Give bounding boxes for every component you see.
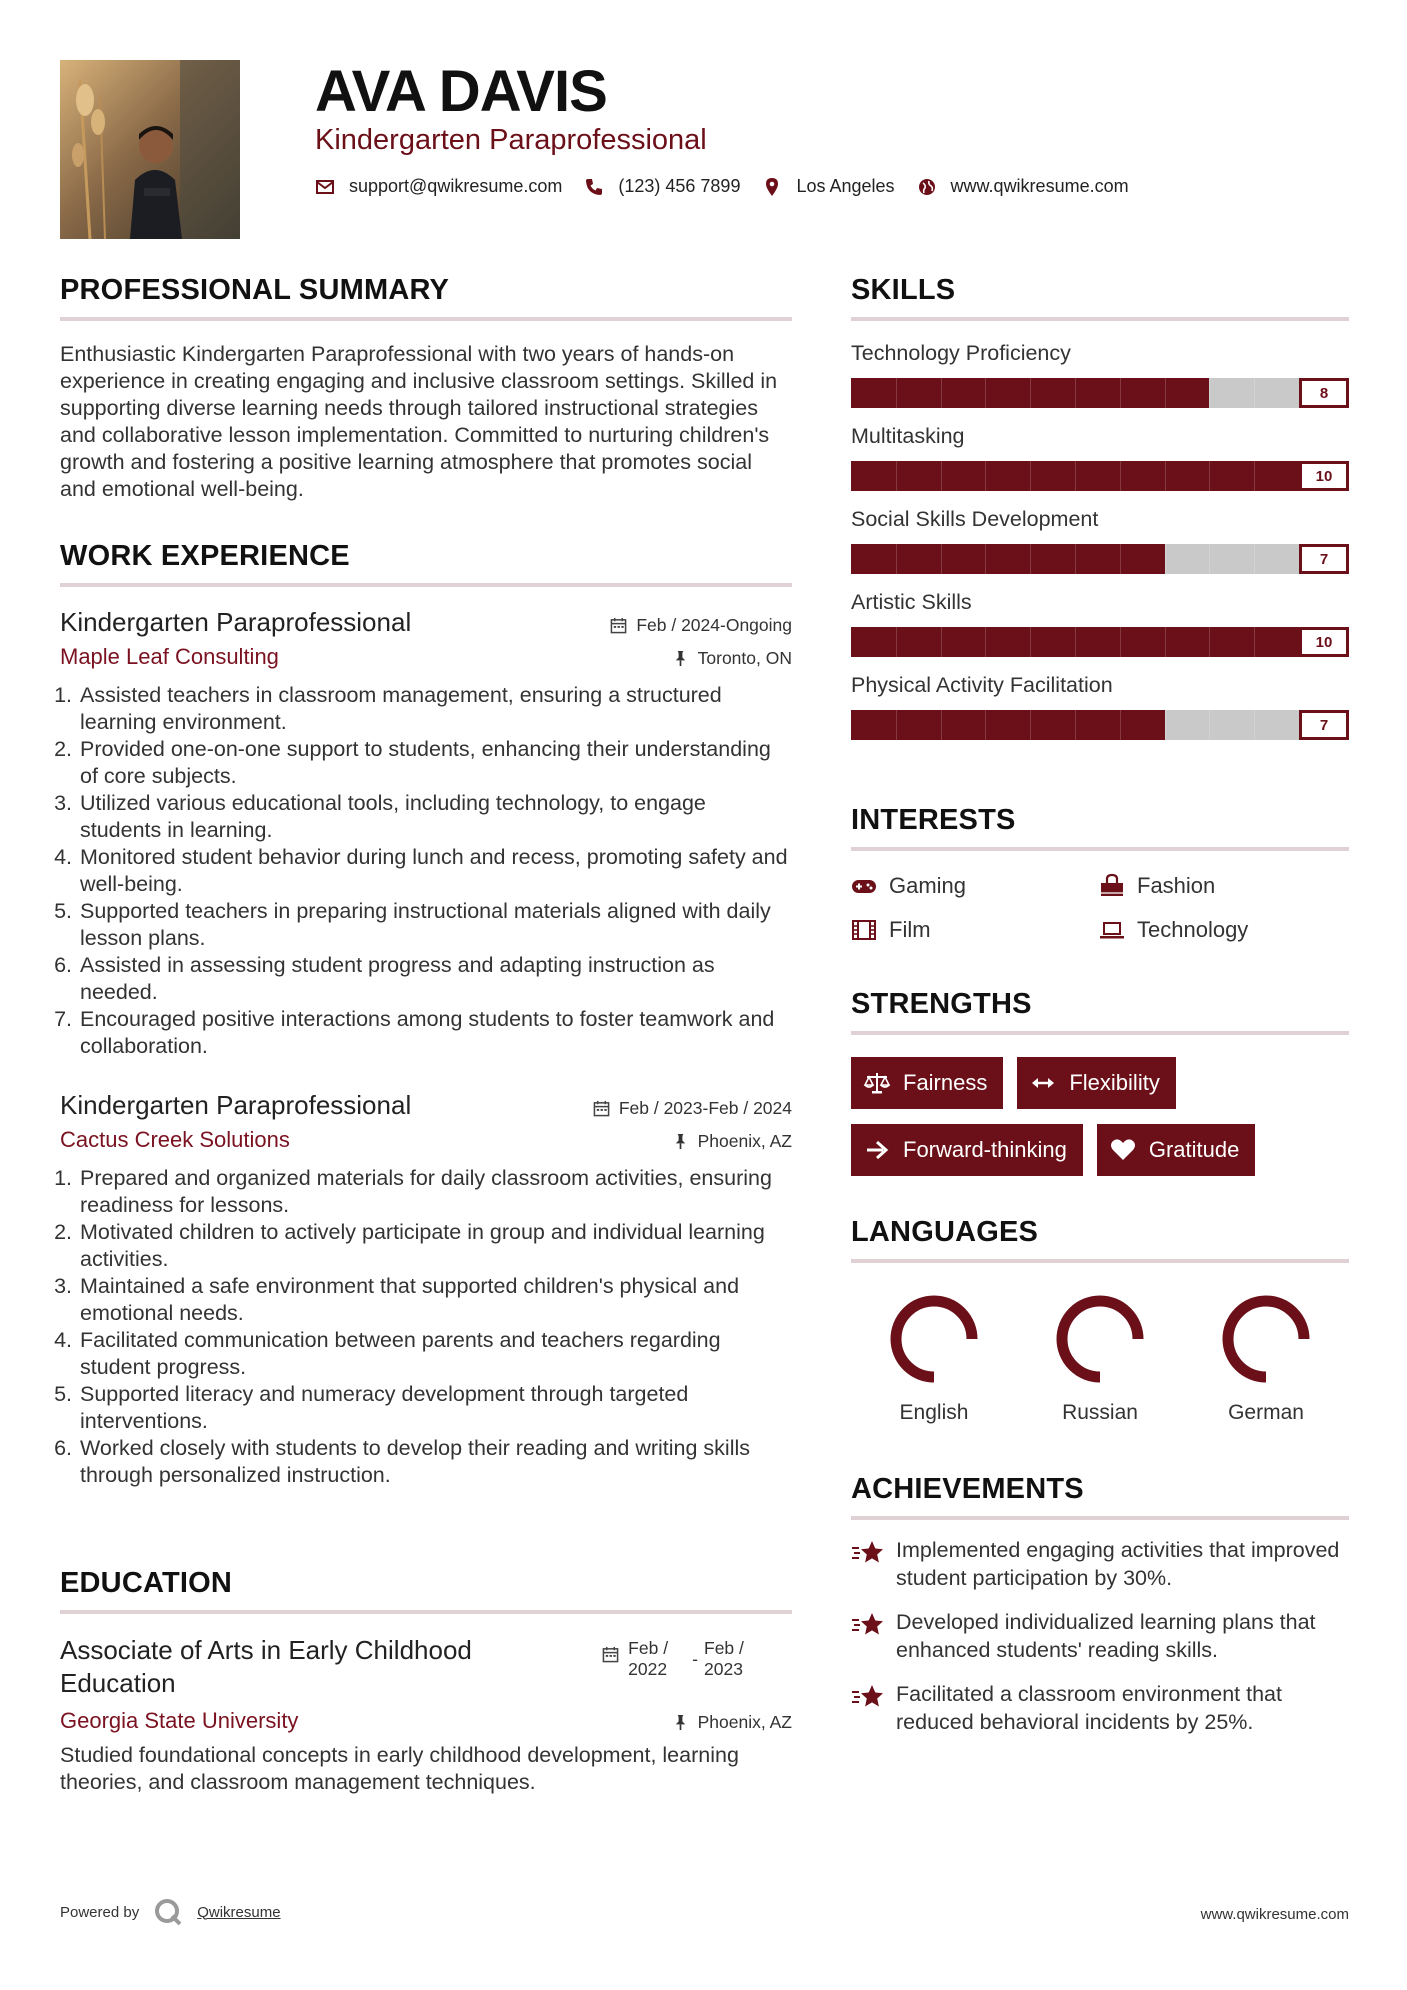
strengths-list xyxy=(851,1057,1349,1191)
skill-bar-segment xyxy=(1209,378,1210,408)
job-location xyxy=(672,648,792,669)
job-dates xyxy=(593,1098,792,1119)
skill-bar-fill xyxy=(851,710,1165,740)
language-ring-arc xyxy=(1062,1301,1138,1377)
contact-bar xyxy=(315,176,1151,197)
brand-link[interactable]: Qwikresume xyxy=(197,1903,281,1921)
education-end: Feb / 2023 xyxy=(704,1638,744,1679)
skill-level-badge: 10 xyxy=(1299,627,1349,657)
education-description: Studied foundational concepts in early childhood development, learning theories, and classroom management techniques. xyxy=(60,1743,739,1794)
shooting-star-icon xyxy=(851,1610,885,1640)
language-ring-arc xyxy=(896,1301,972,1377)
degree-title: Associate of Arts in Early Childhood Education xyxy=(60,1635,472,1698)
list-item: 2. Provided one-on-one support to students, enhancing their understanding of core subjects. xyxy=(78,736,792,790)
list-item: 3. Utilized various educational tools, including technology, to engage students in learning. xyxy=(78,790,792,844)
strength-chip xyxy=(1097,1124,1256,1176)
skill-bar-segment xyxy=(941,544,942,574)
skill-bar-segment xyxy=(1165,627,1166,657)
skill-name: Multitasking xyxy=(851,424,965,448)
school-name: Georgia State University xyxy=(60,1708,299,1733)
achievement-text: Implemented engaging activities that improved student participation by 30%. xyxy=(896,1538,1340,1590)
education-title: EDUCATION xyxy=(60,1567,233,1599)
envelope-icon xyxy=(315,177,335,197)
interest-label: Fashion xyxy=(1137,873,1216,898)
shooting-star-icon xyxy=(851,1682,885,1712)
skill-bar-segment xyxy=(985,461,986,491)
phone-icon xyxy=(584,177,604,197)
skill-level-badge: 10 xyxy=(1299,461,1349,491)
education-start: Feb / 2022 xyxy=(628,1638,669,1679)
language-ring xyxy=(1052,1291,1148,1387)
heart-icon xyxy=(1109,1136,1137,1164)
skill-bar-segment xyxy=(985,544,986,574)
skill-bar-segment xyxy=(1030,710,1031,740)
skill-bar-segment xyxy=(941,627,942,657)
skill-bar-fill xyxy=(851,544,1165,574)
skill-bar-segment xyxy=(1030,378,1031,408)
profile-photo xyxy=(60,60,240,239)
interest-label: Gaming xyxy=(889,873,967,898)
skill-bar-segment xyxy=(1075,710,1076,740)
achievement-item xyxy=(851,1536,1349,1592)
strengths-title: STRENGTHS xyxy=(851,988,1032,1020)
language-ring xyxy=(886,1291,982,1387)
skill-bar xyxy=(851,544,1349,574)
globe-icon xyxy=(917,177,937,197)
work-section xyxy=(60,540,792,1489)
contact-website[interactable] xyxy=(917,176,1129,197)
skill-bar-segment xyxy=(1075,627,1076,657)
languages-title: LANGUAGES xyxy=(851,1216,1039,1248)
shopping-bag-icon xyxy=(1099,873,1125,899)
skill-bar-segment xyxy=(1165,461,1166,491)
skill-bar-segment xyxy=(941,378,942,408)
strengths-section xyxy=(851,988,1349,1191)
skill-level-badge: 7 xyxy=(1299,710,1349,740)
job-dates xyxy=(610,615,792,636)
languages-section xyxy=(851,1216,1349,1425)
section-divider xyxy=(851,1516,1349,1520)
skills-list xyxy=(851,341,1349,740)
skill-name: Artistic Skills xyxy=(851,590,972,614)
skill-bar-segment xyxy=(1120,627,1121,657)
candidate-role: Kindergarten Paraprofessional xyxy=(315,124,707,156)
duties-list xyxy=(60,682,792,1060)
section-divider xyxy=(60,1610,792,1614)
contact-phone[interactable] xyxy=(584,176,740,197)
skill-bar-segment xyxy=(1075,544,1076,574)
skill-bar-segment xyxy=(1254,544,1255,574)
skill-bar xyxy=(851,627,1349,657)
language-item xyxy=(1017,1291,1183,1425)
language-item xyxy=(1183,1291,1349,1425)
calendar-icon xyxy=(610,617,627,634)
skill-level-badge: 8 xyxy=(1299,378,1349,408)
skill-bar-segment xyxy=(1209,710,1210,740)
footer-branding xyxy=(60,1897,281,1927)
section-divider xyxy=(60,317,792,321)
scale-icon xyxy=(863,1069,891,1097)
section-divider xyxy=(851,1259,1349,1263)
skill-bar-fill xyxy=(851,627,1349,657)
interest-item xyxy=(851,917,1099,943)
list-item: 5. Supported literacy and numeracy development through targeted interventions. xyxy=(78,1381,792,1435)
pushpin-icon xyxy=(672,650,689,667)
email-text: support@qwikresume.com xyxy=(349,176,563,196)
calendar-icon xyxy=(602,1646,619,1663)
map-pin-icon xyxy=(762,177,782,197)
candidate-name: AVA DAVIS xyxy=(315,59,607,124)
skill-bar-segment xyxy=(896,710,897,740)
language-ring-arc xyxy=(1228,1301,1304,1377)
skill-bar-segment xyxy=(985,627,986,657)
list-item: 4. Monitored student behavior during lunch and recess, promoting safety and well-being. xyxy=(78,844,792,898)
list-item: 2. Motivated children to actively participate in group and individual learning activities. xyxy=(78,1219,792,1273)
language-name: English xyxy=(899,1401,969,1424)
arrows-horizontal-icon xyxy=(1029,1069,1057,1097)
shooting-star-icon xyxy=(851,1538,885,1568)
skill-bar-segment xyxy=(941,710,942,740)
job-location-text: Toronto, ON xyxy=(697,648,792,668)
achievement-item xyxy=(851,1680,1349,1736)
company-name: Maple Leaf Consulting xyxy=(60,644,279,669)
job-title: Kindergarten Paraprofessional xyxy=(60,607,412,637)
job-dates-text: Feb / 2023-Feb / 2024 xyxy=(618,1098,792,1118)
list-item: 1. Assisted teachers in classroom management, ensuring a structured learning environment. xyxy=(78,682,792,736)
strength-label: Fairness xyxy=(903,1070,988,1095)
skill-bar-segment xyxy=(1254,461,1255,491)
skill-bar xyxy=(851,461,1349,491)
film-icon xyxy=(851,917,877,943)
skill-bar-segment xyxy=(1209,461,1210,491)
contact-location xyxy=(762,176,894,197)
skill-bar-segment xyxy=(1254,710,1255,740)
skill-bar-segment xyxy=(1120,544,1121,574)
pushpin-icon xyxy=(672,1714,689,1731)
skills-section xyxy=(851,274,1349,756)
languages-list xyxy=(851,1291,1349,1425)
interest-item xyxy=(1099,917,1347,943)
gamepad-icon xyxy=(851,873,877,899)
language-name: Russian xyxy=(1062,1401,1138,1424)
skill-bar-segment xyxy=(1030,461,1031,491)
interests-list xyxy=(851,873,1349,943)
location-text: Los Angeles xyxy=(796,176,895,196)
skill-bar xyxy=(851,378,1349,408)
job-location xyxy=(672,1131,792,1152)
achievement-item xyxy=(851,1608,1349,1664)
powered-by-text: Powered by xyxy=(60,1903,140,1921)
section-divider xyxy=(851,1031,1349,1035)
skill-bar-segment xyxy=(1254,627,1255,657)
skill-name: Physical Activity Facilitation xyxy=(851,673,1113,697)
summary-section xyxy=(60,274,792,503)
phone-text: (123) 456 7899 xyxy=(618,176,741,196)
strength-label: Gratitude xyxy=(1148,1137,1240,1162)
strength-chip xyxy=(851,1124,1083,1176)
skill-bar-segment xyxy=(1120,378,1121,408)
interest-item xyxy=(851,873,1099,899)
skill-bar-segment xyxy=(1254,378,1255,408)
job-entry xyxy=(60,607,792,1060)
skill-name: Social Skills Development xyxy=(851,507,1099,531)
skill-bar-segment xyxy=(1165,378,1166,408)
work-title: WORK EXPERIENCE xyxy=(60,540,350,572)
skill-bar-segment xyxy=(896,627,897,657)
interest-item xyxy=(1099,873,1347,899)
date-separator: - xyxy=(692,1649,698,1669)
skill-bar-segment xyxy=(1075,461,1076,491)
skill-bar-segment xyxy=(1209,627,1210,657)
list-item: 6. Assisted in assessing student progress and adapting instruction as needed. xyxy=(78,952,792,1006)
list-item: 4. Facilitated communication between parents and teachers regarding student progress. xyxy=(78,1327,792,1381)
achievements-section xyxy=(851,1473,1349,1736)
summary-title: PROFESSIONAL SUMMARY xyxy=(60,274,450,306)
skill-bar-segment xyxy=(1120,461,1121,491)
skill-bar-segment xyxy=(896,544,897,574)
language-ring xyxy=(1218,1291,1314,1387)
list-item: 5. Supported teachers in preparing instructional materials aligned with daily lesson plans. xyxy=(78,898,792,952)
interests-title: INTERESTS xyxy=(851,804,1016,836)
skill-bar-segment xyxy=(1075,378,1076,408)
section-divider xyxy=(851,847,1349,851)
footer-url[interactable]: www.qwikresume.com xyxy=(1200,1906,1349,1923)
list-item: 7. Encouraged positive interactions among students to foster teamwork and collaboration. xyxy=(78,1006,792,1060)
company-name: Cactus Creek Solutions xyxy=(60,1127,290,1152)
strength-chip xyxy=(1017,1057,1175,1109)
skill-bar-segment xyxy=(1165,710,1166,740)
interest-label: Film xyxy=(889,917,931,942)
education-section xyxy=(60,1567,792,1796)
skill-bar-segment xyxy=(985,710,986,740)
skill-bar-segment xyxy=(1030,627,1031,657)
section-divider xyxy=(851,317,1349,321)
website-text: www.qwikresume.com xyxy=(950,176,1129,196)
skill-bar-segment xyxy=(941,461,942,491)
strength-label: Forward-thinking xyxy=(903,1137,1067,1162)
skill-bar-segment xyxy=(896,378,897,408)
job-location-text: Phoenix, AZ xyxy=(697,1131,792,1151)
skills-title: SKILLS xyxy=(851,274,956,306)
education-location xyxy=(672,1712,792,1733)
skill-bar xyxy=(851,710,1349,740)
qwikresume-logo-icon xyxy=(153,1897,183,1927)
language-item xyxy=(851,1291,1017,1425)
arrow-right-icon xyxy=(863,1136,891,1164)
job-entry xyxy=(60,1090,792,1489)
summary-text: Enthusiastic Kindergarten Paraprofessional with two years of hands-on experience in creating engaging and inclusive classroom settings. Skilled in supporting diverse learning needs through tailored instructional strategies and collaborative lesson implementation. Committed to nurturing children's growth and fostering a positive learning atmosphere that promotes social and emotional well-being. xyxy=(60,342,778,501)
achievements-list xyxy=(851,1536,1349,1736)
calendar-icon xyxy=(593,1100,610,1117)
job-title: Kindergarten Paraprofessional xyxy=(60,1090,412,1120)
job-dates-text: Feb / 2024-Ongoing xyxy=(636,615,792,635)
interest-label: Technology xyxy=(1137,917,1249,942)
list-item: 1. Prepared and organized materials for daily classroom activities, ensuring readiness for lessons. xyxy=(78,1165,792,1219)
list-item: 6. Worked closely with students to develop their reading and writing skills through personalized instruction. xyxy=(78,1435,792,1489)
achievements-title: ACHIEVEMENTS xyxy=(851,1473,1084,1505)
laptop-icon xyxy=(1099,917,1125,943)
skill-bar-segment xyxy=(1030,544,1031,574)
education-location-text: Phoenix, AZ xyxy=(697,1712,792,1732)
skill-bar-segment xyxy=(1209,544,1210,574)
strength-label: Flexibility xyxy=(1069,1070,1160,1095)
education-dates xyxy=(602,1638,762,1680)
pushpin-icon xyxy=(672,1133,689,1150)
strength-chip xyxy=(851,1057,1003,1109)
contact-email[interactable] xyxy=(315,176,562,197)
section-divider xyxy=(60,583,792,587)
language-name: German xyxy=(1228,1401,1304,1424)
skill-level-badge: 7 xyxy=(1299,544,1349,574)
achievement-text: Developed individualized learning plans that enhanced students' reading skills. xyxy=(896,1610,1316,1662)
list-item: 3. Maintained a safe environment that supported children's physical and emotional needs. xyxy=(78,1273,792,1327)
skill-bar-segment xyxy=(1120,710,1121,740)
skill-bar-segment xyxy=(985,378,986,408)
skill-bar-fill xyxy=(851,461,1349,491)
interests-section xyxy=(851,804,1349,943)
achievement-text: Facilitated a classroom environment that reduced behavioral incidents by 25%. xyxy=(896,1682,1282,1734)
skill-name: Technology Proficiency xyxy=(851,341,1071,365)
skill-bar-segment xyxy=(896,461,897,491)
skill-bar-segment xyxy=(1165,544,1166,574)
duties-list xyxy=(60,1165,792,1489)
